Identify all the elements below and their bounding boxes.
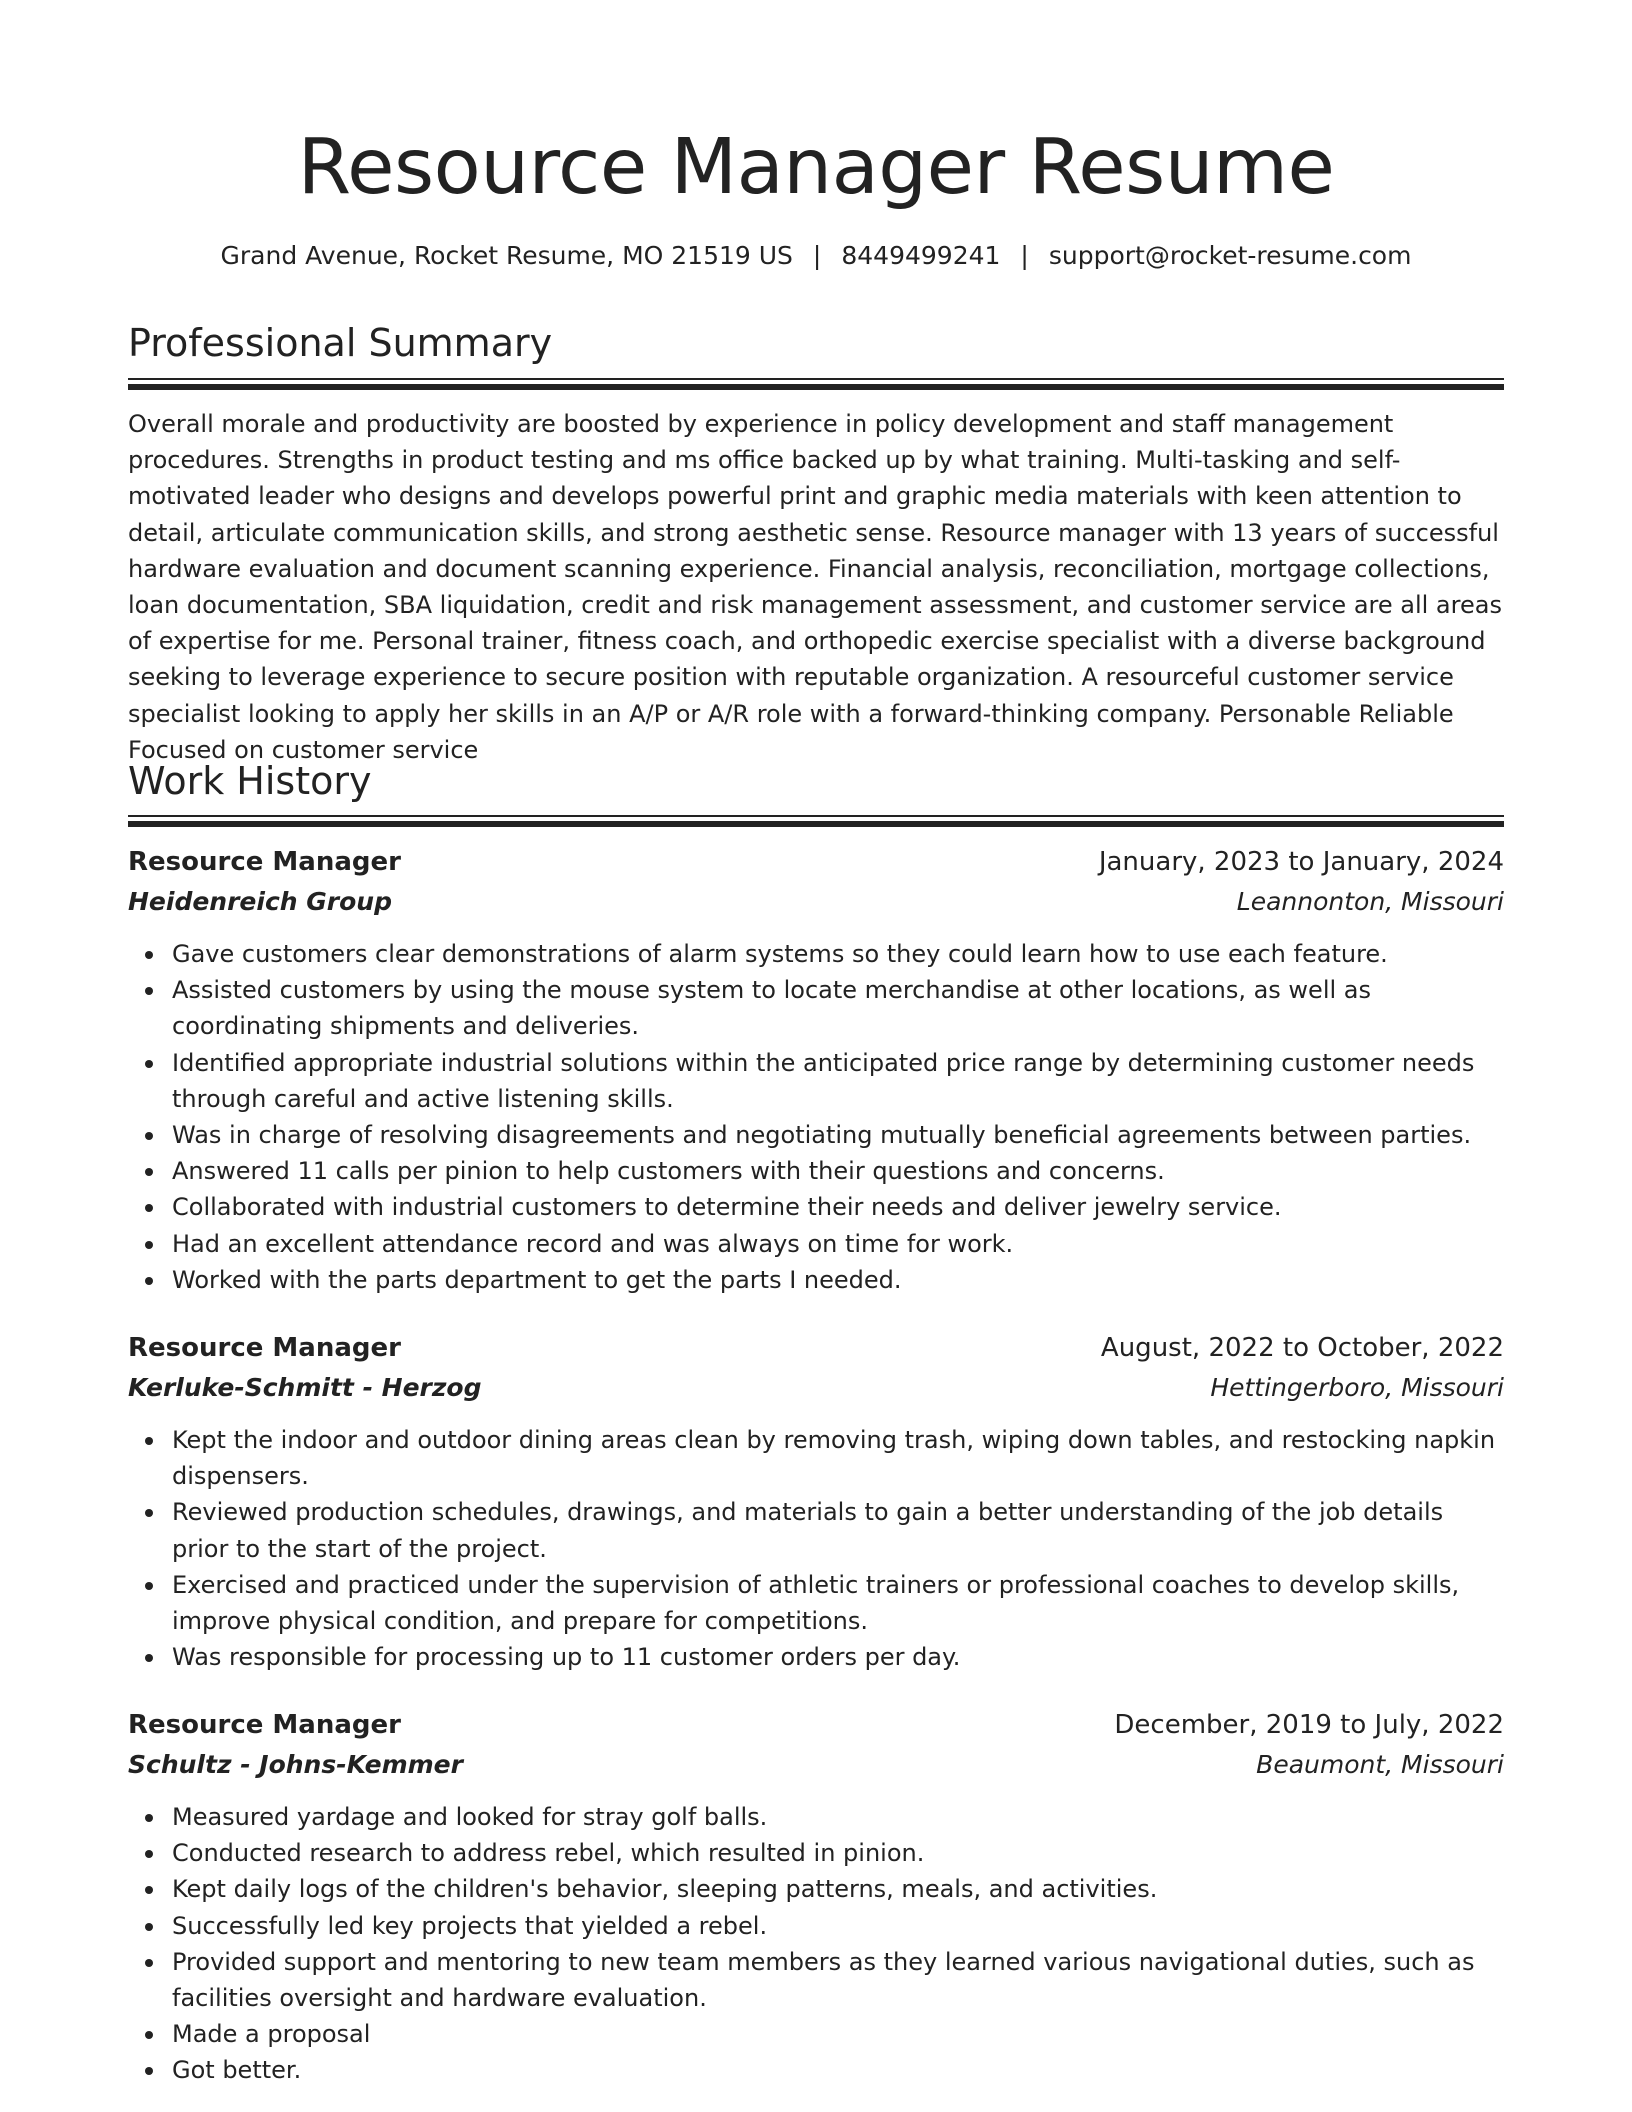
job-bullet: Worked with the parts department to get the parts I needed. [172,1262,1504,1298]
job-subheader [128,1368,1504,1408]
job-company: Kerluke-Schmitt - Herzog [128,1373,482,1402]
job-bullet: Provided support and mentoring to new team members as they learned various navigational duties, such as facilities oversight and hardware evaluation. [172,1944,1504,2016]
job-bullet: Assisted customers by using the mouse system to locate merchandise at other locations, as well as coordinating shipments and deliveries. [172,972,1504,1044]
job-dates: August, 2022 to October, 2022 [1100,1333,1504,1363]
job-company: Heidenreich Group [128,887,392,916]
job-entry [128,1705,1504,2089]
job-bullet: Collaborated with industrial customers to determine their needs and deliver jewelry service. [172,1189,1504,1225]
contact-line [128,236,1504,276]
job-bullet: Got better. [172,2052,1504,2088]
job-bullet: Answered 11 calls per pinion to help customers with their questions and concerns. [172,1153,1504,1189]
contact-email: support@rocket-resume.com [1048,241,1412,270]
resume-title: Resource Manager Resume [297,123,1335,212]
job-header [128,1328,1504,1368]
contact-separator: | [1020,241,1029,270]
job-subheader [128,1745,1504,1785]
job-company: Schultz - Johns-Kemmer [128,1750,463,1779]
job-dates: December, 2019 to July, 2022 [1114,1710,1504,1740]
job-bullets [128,1422,1504,1675]
job-bullet: Measured yardage and looked for stray golf balls. [172,1799,1504,1835]
job-bullet: Was in charge of resolving disagreements and negotiating mutually beneficial agreements between parties. [172,1117,1504,1153]
job-title: Resource Manager [128,1710,401,1740]
job-bullets [128,1799,1504,2089]
job-bullets [128,936,1504,1298]
work-history-heading: Work History [128,759,372,803]
job-header [128,1705,1504,1745]
job-subheader [128,882,1504,922]
job-bullet: Conducted research to address rebel, which resulted in pinion. [172,1835,1504,1871]
summary-text: Overall morale and productivity are boosted by experience in policy development and staff management procedures. Strengths in product testing and ms office backed up by what training. Multi-tasking and self-motivated leader who designs and develops powerful print and graphic media materials with keen attention to detail, articulate communication skills, and strong aesthetic sense. Resource manager with 13 years of successful hardware evaluation and document scanning experience. Financial analysis, reconciliation, mortgage collections, loan documentation, SBA liquidation, credit and risk management assessment, and customer service are all areas of expertise for me. Personal trainer, fitness coach, and orthopedic exercise specialist with a diverse background seeking to leverage experience to secure position with reputable organization. A resourceful customer service specialist looking to apply her skills in an A/P or A/R role with a forward-thinking company. Personable Reliable Focused on customer service [128,410,1502,764]
summary-divider [128,378,1504,388]
job-bullet: Was responsible for processing up to 11 customer orders per day. [172,1639,1504,1675]
job-location: Leannonton, Missouri [1236,887,1504,916]
job-bullet: Successfully led key projects that yielded a rebel. [172,1908,1504,1944]
job-entry [128,1328,1504,1675]
job-header [128,842,1504,882]
job-bullet: Made a proposal [172,2016,1504,2052]
job-bullet: Gave customers clear demonstrations of alarm systems so they could learn how to use each feature. [172,936,1504,972]
job-title: Resource Manager [128,847,401,877]
job-entry [128,842,1504,1298]
job-location: Hettingerboro, Missouri [1210,1373,1504,1402]
summary-heading: Professional Summary [128,321,553,365]
job-bullet: Had an excellent attendance record and was always on time for work. [172,1226,1504,1262]
job-bullet: Kept daily logs of the children's behavior, sleeping patterns, meals, and activities. [172,1871,1504,1907]
job-bullet: Kept the indoor and outdoor dining areas clean by removing trash, wiping down tables, and restocking napkin dispensers. [172,1422,1504,1494]
job-bullet: Reviewed production schedules, drawings, and materials to gain a better understanding of the job details prior to the start of the project. [172,1494,1504,1566]
contact-separator: | [812,241,822,270]
job-bullet: Exercised and practiced under the supervision of athletic trainers or professional coaches to develop skills, improve physical condition, and prepare for competitions. [172,1567,1504,1639]
contact-address: Grand Avenue, Rocket Resume, MO 21519 US [220,241,793,270]
work-history-divider [128,815,1504,825]
job-dates: January, 2023 to January, 2024 [1098,847,1504,877]
job-location: Beaumont, Missouri [1256,1750,1504,1779]
contact-phone: 8449499241 [841,241,1001,270]
job-bullet: Identified appropriate industrial solutions within the anticipated price range by determining customer needs through careful and active listening skills. [172,1045,1504,1117]
job-title: Resource Manager [128,1333,401,1363]
